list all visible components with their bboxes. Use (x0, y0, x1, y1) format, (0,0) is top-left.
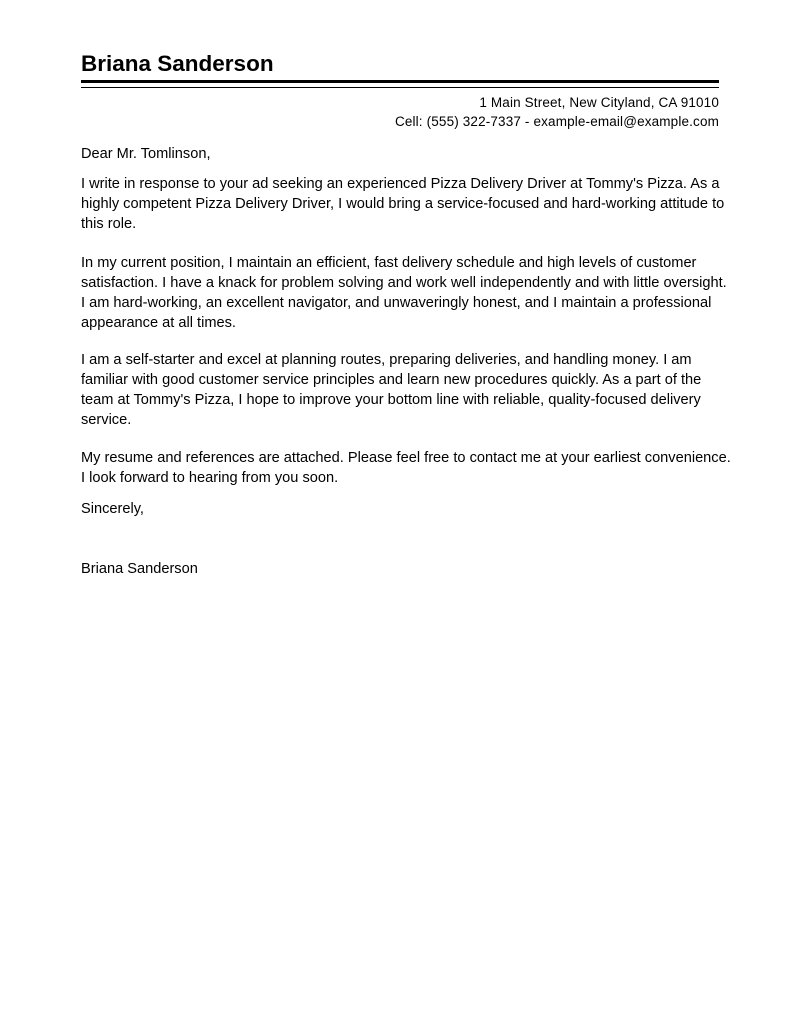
applicant-name: Briana Sanderson (81, 51, 274, 76)
paragraph-line: highly competent Pizza Delivery Driver, I would bring a service-focused and hard-working attitude to (81, 196, 725, 212)
paragraph-line: In my current position, I maintain an efficient, fast delivery schedule and high levels of customer (81, 255, 697, 271)
contact-line: Cell: (555) 322-7337 - example-email@example.com (394, 114, 719, 129)
salutation: Dear Mr. Tomlinson, (81, 146, 211, 162)
paragraph-line: I write in response to your ad seeking an experienced Pizza Delivery Driver at Tommy's Pizza. As a (81, 176, 720, 192)
header-rule-thick (81, 80, 719, 83)
paragraph-line: I am hard-working, an excellent navigator, and unwaveringly honest, and I maintain a professional (81, 295, 712, 311)
paragraph-line: I am a self-starter and excel at planning routes, preparing deliveries, and handling money. I am (81, 352, 692, 368)
paragraph-4 (81, 448, 731, 488)
closing: Sincerely, (81, 501, 144, 517)
paragraph-2 (81, 253, 726, 333)
paragraph-line: My resume and references are attached. Please feel free to contact me at your earliest convenience. (81, 450, 731, 466)
paragraph-line: satisfaction. I have a knack for problem solving and work well independently and with little oversight. (81, 275, 727, 291)
header-rule-thin (81, 87, 719, 88)
paragraph-line: this role. (81, 216, 137, 232)
signature-name: Briana Sanderson (81, 561, 198, 577)
paragraph-line: familiar with good customer service principles and learn new procedures quickly. As a part of the (81, 372, 702, 388)
paragraph-3 (81, 350, 726, 430)
address-line: 1 Main Street, New Cityland, CA 91010 (479, 95, 719, 110)
paragraph-line: service. (81, 412, 132, 428)
paragraph-line: appearance at all times. (81, 315, 236, 331)
paragraph-line: team at Tommy's Pizza, I hope to improve your bottom line with reliable, quality-focused delivery (81, 392, 701, 408)
paragraph-line: I look forward to hearing from you soon. (81, 470, 339, 486)
paragraph-1 (81, 174, 726, 234)
